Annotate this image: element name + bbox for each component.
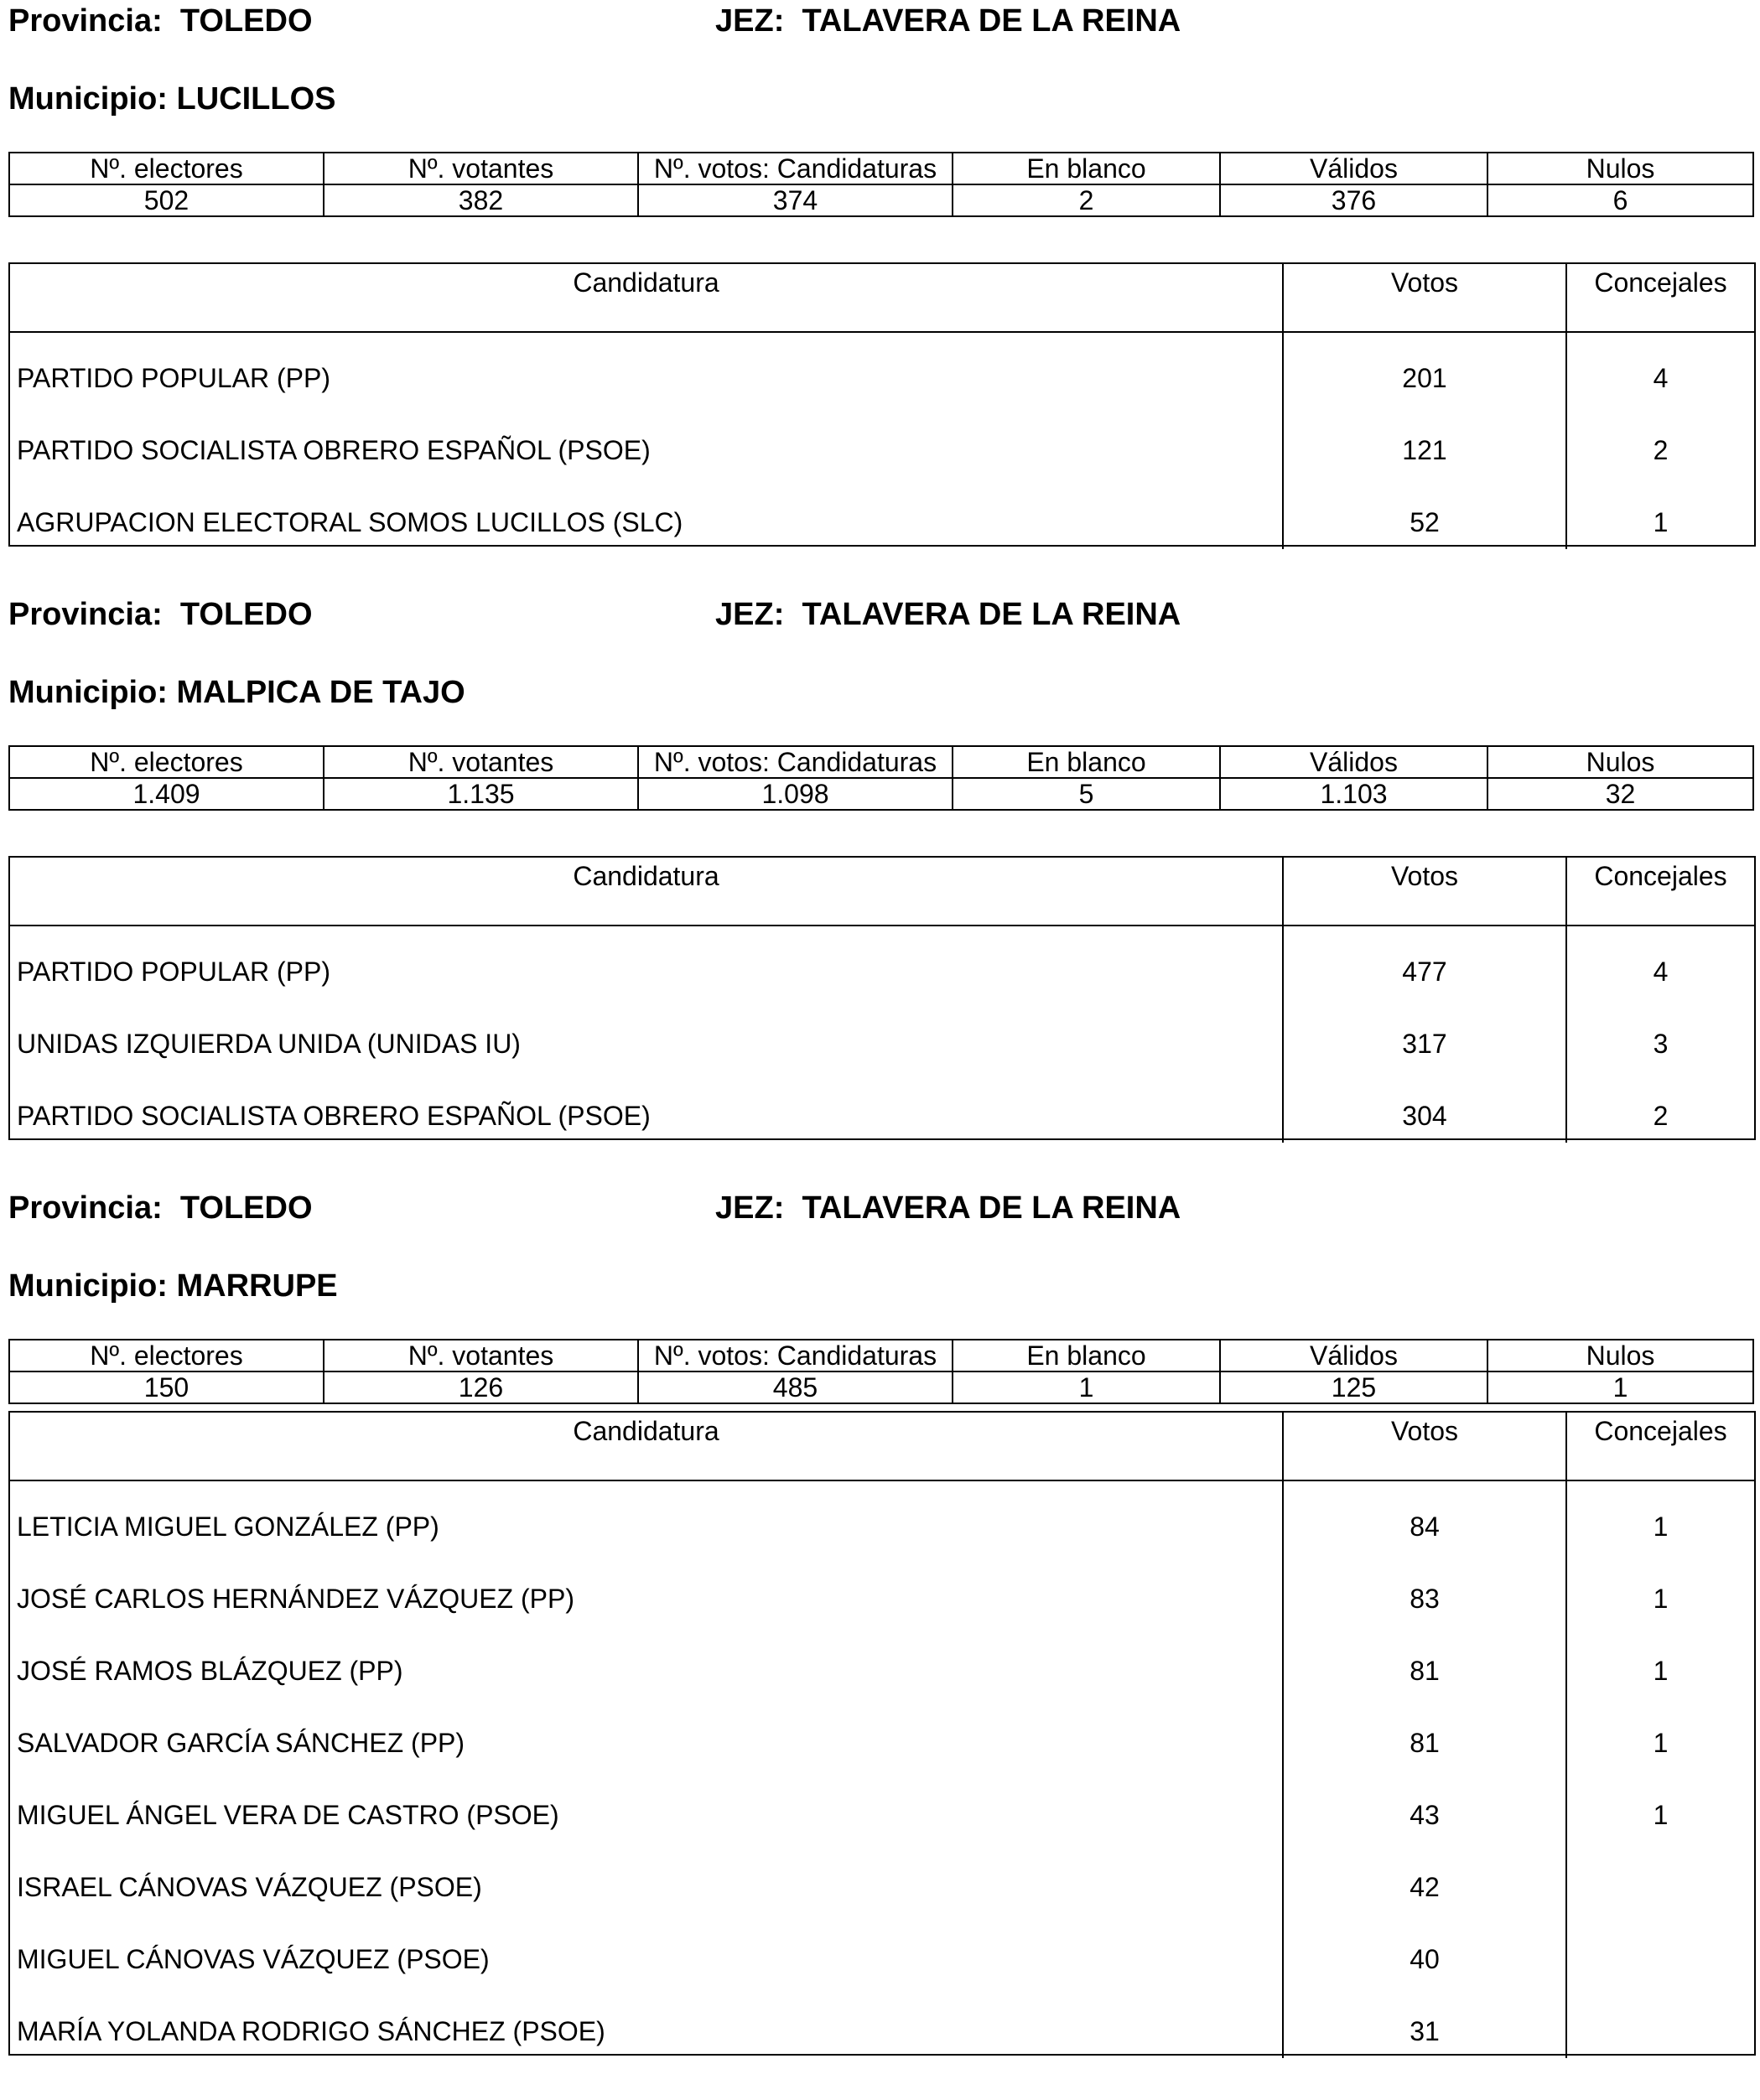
candidate-name: PARTIDO SOCIALISTA OBRERO ESPAÑOL (PSOE) bbox=[17, 1101, 651, 1131]
candidate-concejales bbox=[1565, 1914, 1754, 1986]
stats-value-cell: 126 bbox=[324, 1371, 638, 1403]
candidate-concejales bbox=[1565, 1842, 1754, 1914]
candidates-body bbox=[10, 926, 1754, 1143]
candidate-votes: 52 bbox=[1282, 477, 1565, 549]
candidates-table bbox=[8, 1411, 1756, 2056]
candidate-concejales: 1 bbox=[1565, 1698, 1754, 1770]
candidate-name: MIGUEL CÁNOVAS VÁZQUEZ (PSOE) bbox=[17, 1944, 490, 1974]
stats-header-cell: Nulos bbox=[1487, 1340, 1753, 1371]
stats-value-cell: 382 bbox=[324, 184, 638, 216]
candidate-concejales: 1 bbox=[1565, 1626, 1754, 1698]
municipio-value: LUCILLOS bbox=[176, 81, 336, 117]
stats-header-cell: Válidos bbox=[1220, 153, 1487, 184]
candidates-body bbox=[10, 1481, 1754, 2058]
stats-table bbox=[8, 1339, 1754, 1404]
stats-value-cell: 1.098 bbox=[638, 778, 953, 810]
jez-line bbox=[715, 1187, 1181, 1229]
candidate-concejales: 1 bbox=[1565, 1481, 1754, 1553]
stats-header-cell: Nº. electores bbox=[9, 153, 324, 184]
stats-value-cell: 32 bbox=[1487, 778, 1753, 810]
candidate-name: JOSÉ CARLOS HERNÁNDEZ VÁZQUEZ (PP) bbox=[17, 1584, 574, 1614]
votos-header: Votos bbox=[1282, 264, 1565, 331]
table-row bbox=[10, 998, 1754, 1071]
candidatura-header: Candidatura bbox=[573, 861, 719, 891]
stats-header-cell: Nº. votantes bbox=[324, 746, 638, 778]
candidate-votes: 201 bbox=[1282, 333, 1565, 405]
candidatura-header: Candidatura bbox=[573, 267, 719, 298]
candidates-header bbox=[10, 1413, 1754, 1481]
candidate-concejales bbox=[1565, 1986, 1754, 2058]
stats-value-cell: 376 bbox=[1220, 184, 1487, 216]
candidate-votes: 81 bbox=[1282, 1698, 1565, 1770]
candidate-name: LETICIA MIGUEL GONZÁLEZ (PP) bbox=[17, 1511, 439, 1542]
stats-header-cell: Nº. votantes bbox=[324, 1340, 638, 1371]
stats-value-cell: 1 bbox=[1487, 1371, 1753, 1403]
municipio-label: Municipio: bbox=[8, 81, 168, 117]
stats-value-cell: 2 bbox=[953, 184, 1220, 216]
candidate-name: JOSÉ RAMOS BLÁZQUEZ (PP) bbox=[17, 1656, 403, 1686]
table-row bbox=[10, 1986, 1754, 2058]
stats-value-cell: 485 bbox=[638, 1371, 953, 1403]
stats-value-cell: 502 bbox=[9, 184, 324, 216]
jez-value: TALAVERA DE LA REINA bbox=[802, 1190, 1181, 1226]
stats-header-cell: Nulos bbox=[1487, 153, 1753, 184]
stats-header-cell: Nulos bbox=[1487, 746, 1753, 778]
stats-value-cell: 6 bbox=[1487, 184, 1753, 216]
stats-header-cell: Nº. votos: Candidaturas bbox=[638, 746, 953, 778]
votos-header: Votos bbox=[1282, 858, 1565, 925]
candidate-votes: 40 bbox=[1282, 1914, 1565, 1986]
stats-value-cell: 374 bbox=[638, 184, 953, 216]
stats-header-cell: En blanco bbox=[953, 1340, 1220, 1371]
municipio-label: Municipio: bbox=[8, 1268, 168, 1304]
candidate-votes: 43 bbox=[1282, 1770, 1565, 1842]
votos-header: Votos bbox=[1282, 1413, 1565, 1480]
stats-table bbox=[8, 745, 1754, 811]
stats-header-cell: En blanco bbox=[953, 153, 1220, 184]
candidates-header bbox=[10, 858, 1754, 926]
candidate-name: MARÍA YOLANDA RODRIGO SÁNCHEZ (PSOE) bbox=[17, 2016, 605, 2046]
table-row bbox=[10, 1481, 1754, 1553]
stats-value-cell: 5 bbox=[953, 778, 1220, 810]
table-row bbox=[10, 1914, 1754, 1986]
stats-value-cell: 1.103 bbox=[1220, 778, 1487, 810]
table-row bbox=[10, 1842, 1754, 1914]
jez-label: JEZ: bbox=[715, 3, 785, 39]
candidate-name: PARTIDO SOCIALISTA OBRERO ESPAÑOL (PSOE) bbox=[17, 435, 651, 465]
candidate-votes: 84 bbox=[1282, 1481, 1565, 1553]
provincia-value: TOLEDO bbox=[179, 3, 313, 39]
provincia-line bbox=[8, 1187, 313, 1229]
jez-value: TALAVERA DE LA REINA bbox=[802, 3, 1181, 39]
stats-header-cell: Válidos bbox=[1220, 1340, 1487, 1371]
candidate-name: PARTIDO POPULAR (PP) bbox=[17, 957, 330, 987]
concejales-header: Concejales bbox=[1565, 264, 1754, 331]
stats-value-row bbox=[9, 184, 1753, 216]
candidate-concejales: 4 bbox=[1565, 926, 1754, 998]
candidate-concejales: 1 bbox=[1565, 1770, 1754, 1842]
stats-value-cell: 1 bbox=[953, 1371, 1220, 1403]
candidate-votes: 81 bbox=[1282, 1626, 1565, 1698]
candidatura-header: Candidatura bbox=[573, 1416, 719, 1446]
provincia-value: TOLEDO bbox=[179, 1190, 313, 1226]
provincia-label: Provincia: bbox=[8, 1190, 163, 1226]
stats-header-row bbox=[9, 746, 1753, 778]
stats-value-row bbox=[9, 1371, 1753, 1403]
candidate-name: ISRAEL CÁNOVAS VÁZQUEZ (PSOE) bbox=[17, 1872, 482, 1902]
candidate-concejales: 1 bbox=[1565, 477, 1754, 549]
municipio-line bbox=[8, 1265, 338, 1307]
jez-value: TALAVERA DE LA REINA bbox=[802, 597, 1181, 632]
candidate-concejales: 4 bbox=[1565, 333, 1754, 405]
candidate-concejales: 2 bbox=[1565, 1071, 1754, 1143]
stats-table bbox=[8, 152, 1754, 217]
candidate-name: MIGUEL ÁNGEL VERA DE CASTRO (PSOE) bbox=[17, 1800, 559, 1830]
jez-line bbox=[715, 594, 1181, 635]
candidate-name: AGRUPACION ELECTORAL SOMOS LUCILLOS (SLC) bbox=[17, 507, 683, 537]
table-row bbox=[10, 1626, 1754, 1698]
provincia-value: TOLEDO bbox=[179, 597, 313, 632]
municipio-value: MALPICA DE TAJO bbox=[176, 675, 465, 710]
table-row bbox=[10, 1071, 1754, 1143]
jez-label: JEZ: bbox=[715, 1190, 785, 1226]
provincia-line bbox=[8, 0, 313, 42]
stats-header-cell: Nº. electores bbox=[9, 746, 324, 778]
candidate-votes: 317 bbox=[1282, 998, 1565, 1071]
municipio-line bbox=[8, 78, 336, 120]
candidate-votes: 31 bbox=[1282, 1986, 1565, 2058]
stats-value-row bbox=[9, 778, 1753, 810]
candidate-votes: 42 bbox=[1282, 1842, 1565, 1914]
provincia-label: Provincia: bbox=[8, 3, 163, 39]
stats-header-cell: Válidos bbox=[1220, 746, 1487, 778]
stats-header-cell: Nº. votantes bbox=[324, 153, 638, 184]
provincia-line bbox=[8, 594, 313, 635]
table-row bbox=[10, 333, 1754, 405]
candidate-votes: 83 bbox=[1282, 1553, 1565, 1626]
concejales-header: Concejales bbox=[1565, 1413, 1754, 1480]
candidate-name: UNIDAS IZQUIERDA UNIDA (UNIDAS IU) bbox=[17, 1029, 521, 1059]
stats-value-cell: 1.409 bbox=[9, 778, 324, 810]
table-row bbox=[10, 405, 1754, 477]
table-row bbox=[10, 1770, 1754, 1842]
candidate-concejales: 3 bbox=[1565, 998, 1754, 1071]
provincia-label: Provincia: bbox=[8, 597, 163, 632]
stats-value-cell: 150 bbox=[9, 1371, 324, 1403]
table-row bbox=[10, 1698, 1754, 1770]
candidate-concejales: 1 bbox=[1565, 1553, 1754, 1626]
candidate-votes: 121 bbox=[1282, 405, 1565, 477]
stats-value-cell: 125 bbox=[1220, 1371, 1487, 1403]
stats-header-cell: Nº. votos: Candidaturas bbox=[638, 1340, 953, 1371]
candidate-votes: 304 bbox=[1282, 1071, 1565, 1143]
municipio-line bbox=[8, 671, 465, 713]
candidates-table bbox=[8, 856, 1756, 1140]
table-row bbox=[10, 1553, 1754, 1626]
candidates-header bbox=[10, 264, 1754, 333]
jez-line bbox=[715, 0, 1181, 42]
municipio-label: Municipio: bbox=[8, 675, 168, 710]
candidate-votes: 477 bbox=[1282, 926, 1565, 998]
stats-header-cell: Nº. electores bbox=[9, 1340, 324, 1371]
stats-header-cell: Nº. votos: Candidaturas bbox=[638, 153, 953, 184]
table-row bbox=[10, 926, 1754, 998]
candidates-body bbox=[10, 333, 1754, 549]
jez-label: JEZ: bbox=[715, 597, 785, 632]
stats-header-row bbox=[9, 153, 1753, 184]
table-row bbox=[10, 477, 1754, 549]
stats-header-cell: En blanco bbox=[953, 746, 1220, 778]
candidate-name: SALVADOR GARCÍA SÁNCHEZ (PP) bbox=[17, 1728, 465, 1758]
municipio-value: MARRUPE bbox=[176, 1268, 338, 1304]
stats-header-row bbox=[9, 1340, 1753, 1371]
stats-value-cell: 1.135 bbox=[324, 778, 638, 810]
concejales-header: Concejales bbox=[1565, 858, 1754, 925]
candidates-table bbox=[8, 262, 1756, 547]
candidate-concejales: 2 bbox=[1565, 405, 1754, 477]
candidate-name: PARTIDO POPULAR (PP) bbox=[17, 363, 330, 393]
